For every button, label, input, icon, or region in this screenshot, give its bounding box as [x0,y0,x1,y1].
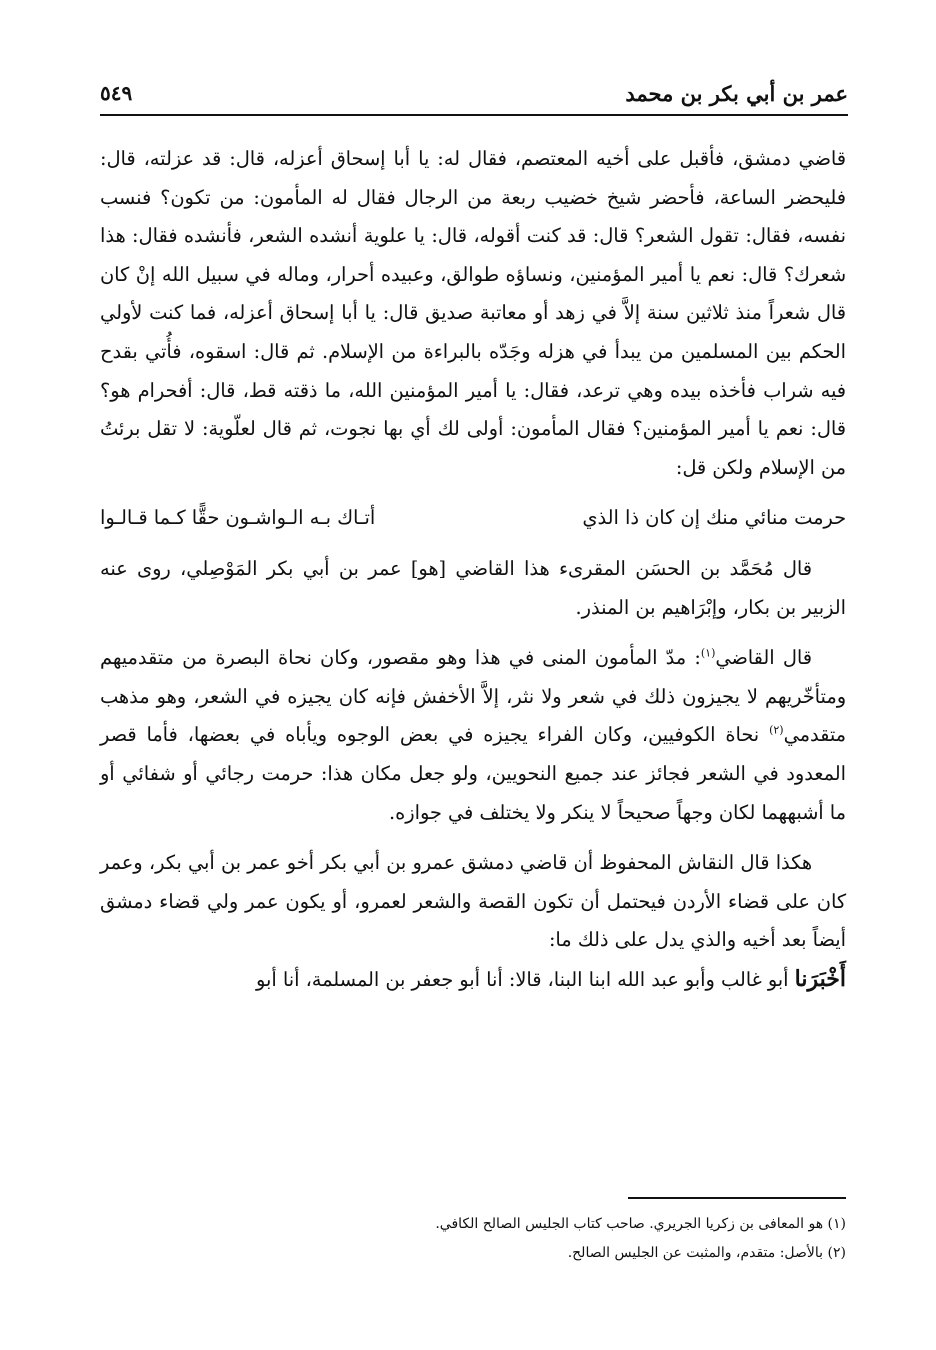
paragraph-3-end: نحاة الكوفيين، وكان الفراء يجيزه في بعض الوجوه ويأباه في بعضها، فأما قصر المعدود في الشعر فجائز عند جميع النحويين، ولو جعل مكان هذا: حرمت رجائي أو شفائي أو ما أشبههما لكان وجهاً صحيحاً لا ينكر ولا يختلف في جوازه. [100,723,846,824]
footnote-2 [100,1239,846,1268]
paragraph-3-start: قال القاضي [715,646,812,670]
page-header [100,72,848,116]
footnotes [100,1210,846,1268]
isnad-keyword: أَخْبَرَنا [794,965,846,992]
paragraph-4: هكذا قال النقاش المحفوظ أن قاضي دمشق عمرو بن أبي بكر أخو عمر بن أبي بكر، وعمر كان على قضاء الأردن فيحتمل أن تكون القصة والشعر لعمرو، أو يكون عمر ولي قضاء دمشق أيضاً بعد أخيه والذي يدل على ذلك ما: [100,851,846,952]
footnote-number: (١) [827,1216,846,1232]
poem-verse [100,499,846,538]
paragraph-2: قال مُحَمَّد بن الحسَن المقرىء هذا القاضي [هو] عمر بن أبي بكر المَوْصِلي، روى عنه الزبير بن بكار، وإبْرَاهيم بن المنذر. [100,556,846,619]
footnote-divider [628,1197,846,1199]
footnote-text: هو المعافى بن زكريا الجريري. صاحب كتاب الجليس الصالح الكافي. [435,1216,824,1232]
page-number: ٥٤٩ [100,81,133,105]
footnote-ref-2[interactable]: (٢) [769,723,784,737]
footnote-text: بالأصل: متقدم، والمثبت عن الجليس الصالح. [567,1245,824,1261]
paragraph-3-middle: : مدّ المأمون المنى في هذا وهو مقصور، وكان نحاة البصرة من متقدميهم ومتأخّريهم لا يجيزون ذلك في شعر ولا نثر، إلاَّ الأخفش فإنه كان يجيزه في الشعر، وهو مذهب متقدمي [100,646,846,747]
paragraph-1: قاضي دمشق، فأقبل على أخيه المعتصم، فقال له: يا أبا إسحاق أعزله، قال: قد عزلته، قال: فليحضر الساعة، فأحضر شيخ خضيب ربعة من الرجال فقال له المأمون: من تكون؟ فنسب نفسه، فقال: تقول الشعر؟ قال: قد كنت أقوله، قال: يا علوية أنشده الشعر، فأنشده فقال: هذا شعرك؟ قال: نعم يا أمير المؤمنين، ونساؤه طوالق، وعبيده أحرار، وماله في سبيل الله إنْ كان قال شعراً منذ ثلاثين سنة إلاَّ في زهد أو معاتبة صديق قال: يا أبا إسحاق أعزله، فما كنت لأولي الحكم بين المسلمين من يبدأ في هزله وجَدّه بالبراءة من الإسلام. ثم قال: اسقوه، فأُتي بقدح فيه شراب فأخذه بيده وهي ترعد، فقال: يا أمير المؤمنين الله، ما ذقته قط، قال: أفحرام هو؟ قال: نعم يا أمير المؤمنين؟ فقال المأمون: أولى لك أي بها نجوت، ثم قال لعلّوية: لا تقل برئتُ من الإسلام ولكن قل: [100,147,846,479]
main-text [100,140,846,999]
footnote-ref-1[interactable]: (١) [700,646,716,660]
verse-hemistich-first: حرمت منائي منك إن كان ذا الذي [582,506,846,530]
paragraph-5-text: أبو غالب وأبو عبد الله ابنا البنا، قالا: أنا أبو جعفر بن المسلمة، أنا أبو [256,967,795,991]
footnote-number: (٢) [827,1245,846,1261]
verse-hemistich-second: أتـاك بـه الـواشـون حقًّا كـما قـالـوا [100,506,376,530]
running-title: عمر بن أبي بكر بن محمد [625,80,848,106]
paragraph-3 [100,639,846,832]
footnote-1 [100,1210,846,1239]
paragraph-5 [100,960,846,1000]
